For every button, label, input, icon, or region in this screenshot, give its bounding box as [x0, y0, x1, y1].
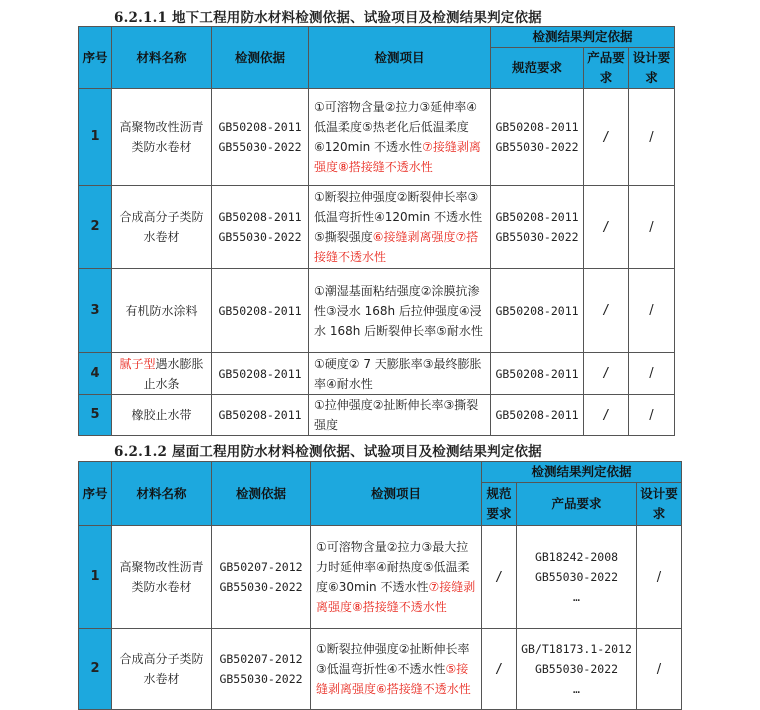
row-seq: 2 [79, 629, 112, 710]
row-product-requirement [517, 526, 637, 629]
row-design-requirement [629, 269, 675, 353]
spec-standard: / [495, 661, 503, 677]
basis-standard: GB50208-2011 [218, 120, 302, 134]
material-text: 高聚物改性沥青类防水卷材 [119, 560, 204, 594]
test-items-text: ①硬度② 7 天膨胀率③最终膨胀率④耐水性 [314, 356, 482, 391]
row-test-items [311, 629, 482, 710]
row-seq: 1 [79, 526, 112, 629]
product-standard: / [602, 407, 610, 423]
design-requirement: / [649, 219, 654, 235]
row-basis [212, 526, 311, 629]
basis-standard: GB50208-2011 [218, 408, 302, 422]
row-spec-requirement [491, 186, 584, 269]
row-material [112, 89, 212, 186]
row-product-requirement [584, 353, 629, 395]
basis-standard: GB50207-2012 [219, 652, 303, 666]
row-design-requirement [629, 186, 675, 269]
basis-standard: GB50208-2011 [218, 366, 302, 381]
row-design-requirement [637, 526, 682, 629]
header-judgement-group: 检测结果判定依据 [491, 27, 675, 48]
row-spec-requirement [482, 629, 517, 710]
spec-standard: GB50208-2011 [495, 120, 579, 134]
row-test-items [311, 526, 482, 629]
table-row [79, 89, 675, 186]
row-material [112, 629, 212, 710]
header-design: 设计要求 [629, 48, 675, 89]
design-requirement: / [649, 366, 654, 381]
product-standard: / [602, 303, 610, 318]
material-text: 高聚物改性沥青类防水卷材 [119, 120, 204, 154]
test-items-text: ①断裂拉伸强度②扯断伸长率③低温弯折性④不透水性 [316, 642, 470, 676]
row-test-items [309, 395, 491, 436]
header-seq: 序号 [79, 27, 112, 89]
material-text: 橡胶止水带 [131, 408, 192, 422]
spec-standard: / [495, 569, 503, 585]
material-text: 合成高分子类防水卷材 [119, 652, 204, 686]
row-basis [212, 629, 311, 710]
row-spec-requirement [491, 89, 584, 186]
product-standard: … [573, 590, 580, 604]
test-items-text: ⑦接缝剥离强度⑧搭接缝不透水性 [314, 140, 481, 174]
material-text: 腻子型 [119, 356, 156, 371]
spec-standard: GB55030-2022 [495, 140, 579, 154]
design-requirement: / [649, 129, 654, 145]
table-row [79, 395, 675, 436]
spec-standard: GB50208-2011 [495, 408, 579, 422]
header-basis: 检测依据 [212, 27, 309, 89]
basis-standard: GB50208-2011 [218, 303, 302, 318]
underground-materials-table [78, 26, 675, 436]
row-design-requirement [637, 629, 682, 710]
material-text: 遇水膨胀止水条 [143, 356, 204, 391]
row-test-items [309, 89, 491, 186]
row-material [112, 269, 212, 353]
header-material: 材料名称 [112, 462, 212, 526]
row-design-requirement [629, 353, 675, 395]
header-judgement-group: 检测结果判定依据 [482, 462, 682, 483]
spec-standard: GB50208-2011 [495, 210, 579, 224]
basis-standard: GB55030-2022 [218, 230, 302, 244]
row-material [112, 526, 212, 629]
row-basis [212, 353, 309, 395]
basis-standard: GB50207-2012 [219, 560, 303, 574]
row-seq: 3 [79, 269, 112, 353]
row-basis [212, 269, 309, 353]
test-items-text: ⑦接缝剥离强度⑧搭接缝不透水性 [316, 580, 476, 614]
product-standard: GB55030-2022 [534, 662, 619, 676]
material-text: 合成高分子类防水卷材 [119, 210, 204, 244]
row-seq: 2 [79, 186, 112, 269]
row-material [112, 353, 212, 395]
row-seq: 1 [79, 89, 112, 186]
test-items-text: ⑤接缝剥离强度⑥搭接缝不透水性 [316, 662, 471, 696]
table-row [79, 526, 682, 629]
section-1-title: 6.2.1.1 地下工程用防水材料检测依据、试验项目及检测结果判定依据 [114, 10, 542, 26]
header-seq: 序号 [79, 462, 112, 526]
test-items-text: ①拉伸强度②扯断伸长率③撕裂强度 [314, 398, 479, 432]
header-product: 产品要求 [517, 483, 637, 526]
row-seq: 4 [79, 353, 112, 395]
design-requirement: / [649, 303, 654, 318]
row-material [112, 186, 212, 269]
row-test-items [309, 353, 491, 395]
design-requirement: / [656, 661, 662, 677]
table-row [79, 353, 675, 395]
basis-standard: GB55030-2022 [218, 140, 302, 154]
row-basis [212, 186, 309, 269]
row-spec-requirement [491, 269, 584, 353]
product-standard: … [573, 682, 580, 696]
header-spec: 规范要求 [491, 48, 584, 89]
row-spec-requirement [482, 526, 517, 629]
design-requirement: / [649, 407, 654, 423]
spec-standard: GB50208-2011 [495, 303, 579, 318]
product-standard: GB/T18173.1-2012 [521, 642, 632, 656]
header-material: 材料名称 [112, 27, 212, 89]
row-material [112, 395, 212, 436]
row-product-requirement [584, 395, 629, 436]
header-product: 产品要求 [584, 48, 629, 89]
design-requirement: / [656, 569, 662, 585]
row-spec-requirement [491, 353, 584, 395]
header-items: 检测项目 [309, 27, 491, 89]
header-design: 设计要求 [637, 483, 682, 526]
product-standard: GB55030-2022 [534, 570, 619, 584]
row-test-items [309, 269, 491, 353]
test-items-text: ①可溶物含量②拉力③延伸率④低温柔度⑤热老化后低温柔度⑥120min 不透水性 [314, 100, 478, 154]
section-2-title: 6.2.1.2 屋面工程用防水材料检测依据、试验项目及检测结果判定依据 [114, 444, 542, 460]
test-items-text: ①潮湿基面粘结强度②涂膜抗渗性③浸水 168h 后拉伸强度④浸水 168h 后断裂伸长率⑤耐水性 [314, 283, 483, 338]
material-text: 有机防水涂料 [125, 303, 198, 318]
header-spec: 规范要求 [482, 483, 517, 526]
basis-standard: GB55030-2022 [219, 672, 303, 686]
row-product-requirement [584, 269, 629, 353]
header-items: 检测项目 [311, 462, 482, 526]
spec-standard: GB50208-2011 [495, 366, 579, 381]
row-design-requirement [629, 89, 675, 186]
row-test-items [309, 186, 491, 269]
header-basis: 检测依据 [212, 462, 311, 526]
product-standard: / [602, 129, 610, 145]
row-design-requirement [629, 395, 675, 436]
table-row [79, 629, 682, 710]
row-product-requirement [517, 629, 637, 710]
basis-standard: GB50208-2011 [218, 210, 302, 224]
roofing-materials-table [78, 461, 682, 710]
table-row [79, 186, 675, 269]
table-row [79, 269, 675, 353]
test-items-text: ①断裂拉伸强度②断裂伸长率③低温弯折性④120min 不透水性⑤撕裂强度 [314, 190, 483, 244]
product-standard: GB18242-2008 [534, 550, 619, 564]
row-seq: 5 [79, 395, 112, 436]
product-standard: / [602, 366, 610, 381]
test-items-text: ⑥接缝剥离强度⑦搭接缝不透水性 [314, 230, 479, 264]
row-spec-requirement [491, 395, 584, 436]
row-product-requirement [584, 186, 629, 269]
basis-standard: GB55030-2022 [219, 580, 303, 594]
row-basis [212, 395, 309, 436]
product-standard: / [602, 219, 610, 235]
spec-standard: GB55030-2022 [495, 230, 579, 244]
test-items-text: ①可溶物含量②拉力③最大拉力时延伸率④耐热度⑤低温柔度⑥30min 不透水性 [316, 540, 470, 594]
row-product-requirement [584, 89, 629, 186]
row-basis [212, 89, 309, 186]
